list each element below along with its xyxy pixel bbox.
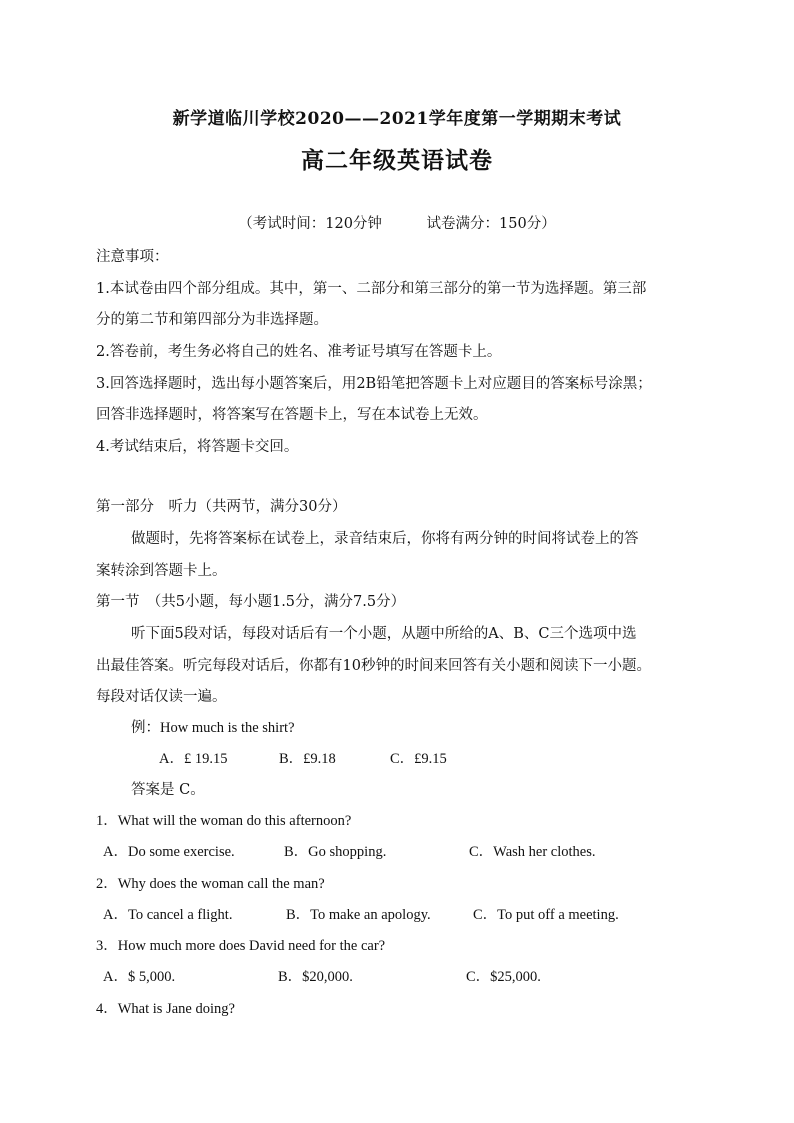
example-answer: 答案是 C。 — [131, 782, 205, 798]
section1-heading: 第一节 （共5小题，每小题1.5分，满分7.5分） — [96, 594, 406, 610]
note-line: 3.回答选择题时，选出每小题答案后，用2B铅笔把答题卡上对应题目的答案标号涂黑； — [96, 376, 652, 392]
question: 1．What will the woman do this afternoon? — [96, 813, 352, 829]
option-b: B．$20,000. — [278, 969, 353, 985]
option-c: C．Wash her clothes. — [469, 844, 596, 860]
note-line: 1.本试卷由四个部分组成。其中，第一、二部分和第三部分的第一节为选择题。第三部 — [96, 281, 647, 297]
example-option-c: C．£9.15 — [390, 751, 447, 767]
exam-title: 高二年级英语试卷 — [301, 147, 493, 174]
example-question: 例：How much is the shirt? — [131, 720, 295, 736]
exam-time: （考试时间：120分钟 — [238, 216, 382, 232]
full-score: 试卷满分：150分） — [426, 216, 556, 232]
section1-intro: 每段对话仅读一遍。 — [96, 689, 227, 705]
part1-intro: 做题时，先将答案标在试卷上，录音结束后，你将有两分钟的时间将试卷上的答 — [131, 531, 639, 547]
note-line: 2.答卷前，考生务必将自己的姓名、准考证号填写在答题卡上。 — [96, 344, 502, 360]
note-line: 分的第二节和第四部分为非选择题。 — [96, 312, 328, 328]
notes-heading: 注意事项： — [96, 249, 169, 265]
option-a: A．Do some exercise. — [103, 844, 235, 860]
example-option-a: A．£ 19.15 — [159, 751, 228, 767]
option-c: C．$25,000. — [466, 969, 541, 985]
option-c: C．To put off a meeting. — [473, 907, 619, 923]
option-a: A．To cancel a flight. — [103, 907, 233, 923]
question: 4．What is Jane doing? — [96, 1001, 235, 1017]
exam-info — [0, 212, 794, 233]
question: 2．Why does the woman call the man? — [96, 876, 325, 892]
school-title: 新学道临川学校2020——2021学年度第一学期期末考试 — [172, 109, 622, 129]
question: 3．How much more does David need for the car? — [96, 938, 386, 954]
part1-intro: 案转涂到答题卡上。 — [96, 563, 227, 579]
section1-intro: 出最佳答案。听完每段对话后，你都有10秒钟的时间来回答有关小题和阅读下一小题。 — [96, 658, 651, 674]
note-line: 4.考试结束后，将答题卡交回。 — [96, 439, 299, 455]
option-b: B．Go shopping. — [284, 844, 387, 860]
part1-heading: 第一部分 听力（共两节，满分30分） — [96, 499, 347, 515]
note-line: 回答非选择题时，将答案写在答题卡上，写在本试卷上无效。 — [96, 407, 488, 423]
section1-intro: 听下面5段对话，每段对话后有一个小题，从题中所给的A、B、C三个选项中选 — [131, 626, 637, 642]
example-option-b: B．£9.18 — [279, 751, 336, 767]
option-a: A．$ 5,000. — [103, 969, 176, 985]
option-b: B．To make an apology. — [286, 907, 431, 923]
